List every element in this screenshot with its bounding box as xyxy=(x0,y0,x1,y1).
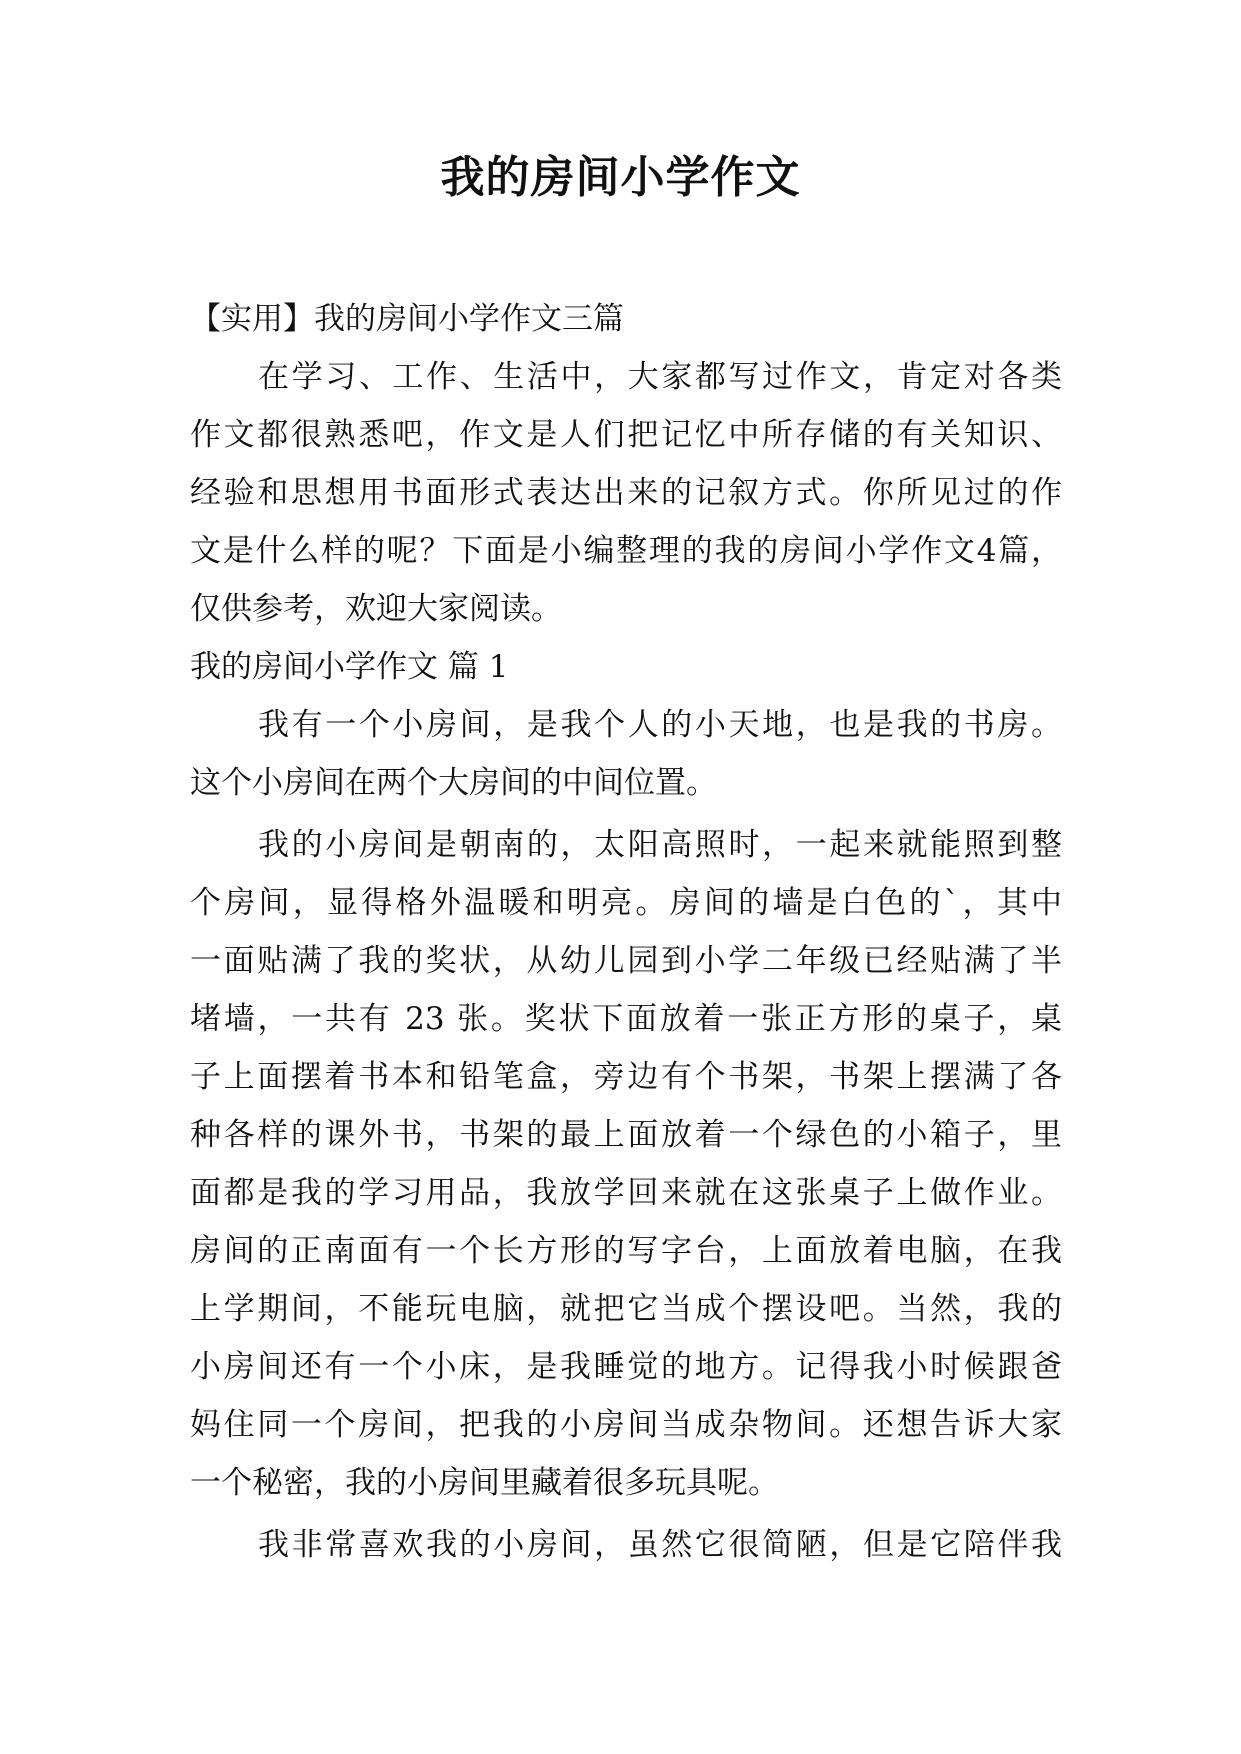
text-line: 这个小房间在两个大房间的中间位置。 xyxy=(190,765,717,801)
text-line: 在学习、工作、生活中，大家都写过作文，肯定对各类 xyxy=(258,359,1062,395)
text-line: 我的小房间是朝南的，太阳高照时，一起来就能照到整 xyxy=(258,827,1062,863)
text-line: 种各样的课外书，书架的最上面放着一个绿色的小箱子，里 xyxy=(190,1117,1062,1153)
text-line: 上学期间，不能玩电脑，就把它当成个摆设吧。当然，我的 xyxy=(190,1291,1062,1327)
text-line: 一个秘密，我的小房间里藏着很多玩具呢。 xyxy=(190,1465,779,1501)
text-line: 子上面摆着书本和铅笔盒，旁边有个书架，书架上摆满了各 xyxy=(190,1059,1062,1095)
text-line: 我有一个小房间，是我个人的小天地，也是我的书房。 xyxy=(258,707,1062,743)
text-line: 经验和思想用书面形式表达出来的记叙方式。你所见过的作 xyxy=(190,475,1062,511)
text-line: 文是什么样的呢？下面是小编整理的我的房间小学作文4篇， xyxy=(190,533,1062,569)
text-line: 堵墙，一共有 23 张。奖状下面放着一张正方形的桌子，桌 xyxy=(190,1001,1062,1037)
document-body xyxy=(190,290,1062,1574)
text-line: 面都是我的学习用品，我放学回来就在这张桌子上做作业。 xyxy=(190,1175,1062,1211)
text-line: 作文都很熟悉吧，作文是人们把记忆中所存储的有关知识、 xyxy=(190,417,1062,453)
text-line: 我的房间小学作文 篇 1 xyxy=(190,649,509,685)
document-title: 我的房间小学作文 xyxy=(440,152,801,203)
text-line: 仅供参考，欢迎大家阅读。 xyxy=(190,591,562,627)
text-line: 我非常喜欢我的小房间，虽然它很简陋，但是它陪伴我 xyxy=(258,1527,1062,1563)
text-line: 一面贴满了我的奖状，从幼儿园到小学二年级已经贴满了半 xyxy=(190,943,1062,979)
text-line: 小房间还有一个小床，是我睡觉的地方。记得我小时候跟爸 xyxy=(190,1349,1062,1385)
text-line: 【实用】我的房间小学作文三篇 xyxy=(190,301,624,337)
text-line: 妈住同一个房间，把我的小房间当成杂物间。还想告诉大家 xyxy=(190,1407,1062,1443)
text-line: 个房间，显得格外温暖和明亮。房间的墙是白色的`，其中 xyxy=(190,885,1062,921)
text-line: 房间的正南面有一个长方形的写字台，上面放着电脑，在我 xyxy=(190,1233,1062,1269)
